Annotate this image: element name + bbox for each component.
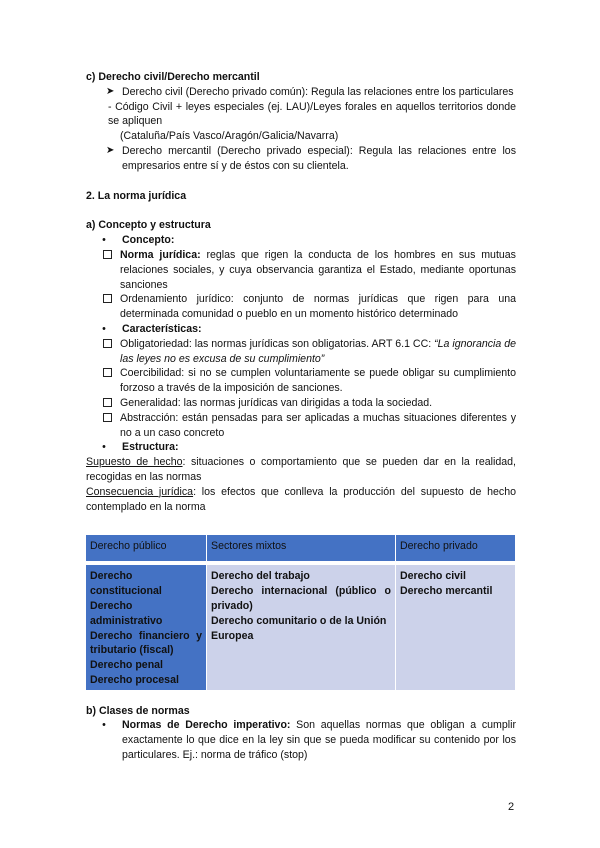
law-branches-table xyxy=(86,535,516,689)
consecuencia-label: Consecuencia jurídica xyxy=(86,485,194,498)
obligatoriedad-text: Obligatoriedad: las normas jurídicas son obligatorias. ART 6.1 CC: xyxy=(120,337,435,350)
list-item: Derecho constitucional xyxy=(90,570,162,598)
checkbox-square-icon xyxy=(103,413,112,422)
cell-sectores-mixtos xyxy=(207,565,396,689)
list-item xyxy=(86,248,516,292)
bullet-icon: • xyxy=(102,441,106,454)
section-b-heading: b) Clases de normas xyxy=(86,704,190,717)
list-item: Derecho civil xyxy=(400,570,466,583)
bullet-icon: • xyxy=(102,719,106,732)
list-item: Derecho administrativo xyxy=(90,599,163,627)
list-item: Derecho comunitario o de la Unión Europea xyxy=(211,614,387,642)
list-item: Derecho mercantil xyxy=(400,585,493,598)
list-item xyxy=(86,440,516,455)
bullet-icon: • xyxy=(102,234,106,247)
checkbox-square-icon xyxy=(103,339,112,348)
checkbox-square-icon xyxy=(103,250,112,259)
list-item xyxy=(86,322,516,337)
header-sectores-mixtos: Sectores mixtos xyxy=(207,535,396,561)
ordenamiento-text: Ordenamiento jurídico: conjunto de normas jurídicas que rigen para una determinada comunidad o pueblo en un momento histórico determinado xyxy=(120,293,516,321)
cell-derecho-publico xyxy=(86,565,207,689)
coercibilidad-text: Coercibilidad: si no se cumplen voluntariamente se puede obligar su cumplimiento forzoso a través de la imposición de sanciones. xyxy=(120,367,516,395)
list-item xyxy=(86,396,516,411)
list-item xyxy=(86,718,516,762)
norma-text: reglas que rigen la conducta de los hombres en sus mutuas relaciones sociales, y cuya observancia garantiza el Estado, mediante oportunas sanciones xyxy=(120,248,516,291)
supuesto-paragraph xyxy=(86,455,516,485)
abstraccion-text: Abstracción: están pensadas para ser aplicadas a muchas situaciones diferentes y no a un caso concreto xyxy=(120,411,516,439)
list-item xyxy=(86,292,516,322)
list-item xyxy=(86,411,516,441)
section-2-heading: 2. La norma jurídica xyxy=(86,189,187,202)
obligatoriedad-quote: “La ignorancia de las leyes no es excusa de su cumplimiento” xyxy=(120,337,517,365)
codigo-civil-note-text: - Código Civil + leyes especiales (ej. LAU)/Leyes forales en aquellos territorios donde se apliquen xyxy=(108,100,516,128)
checkbox-square-icon xyxy=(103,294,112,303)
table-row xyxy=(86,565,516,689)
header-derecho-privado: Derecho privado xyxy=(396,535,516,561)
consecuencia-paragraph xyxy=(86,485,516,515)
generalidad-text: Generalidad: las normas jurídicas van dirigidas a toda la sociedad. xyxy=(120,396,433,409)
derecho-mercantil-text: Derecho mercantil (Derecho privado especial): Regula las relaciones entre los empresarios entre sí y de éstos con su clientela. xyxy=(122,144,516,172)
codigo-civil-note xyxy=(84,100,516,130)
arrow-bullet-icon: ➤ xyxy=(106,144,115,156)
list-item xyxy=(86,337,516,367)
imperativo-text: Son aquellas normas que obligan a cumplir exactamente lo que dice en la ley sin que se pueda modificar su contenido por los particulares. Ej.: norma de tráfico (stop) xyxy=(122,719,516,762)
list-item: Derecho penal xyxy=(90,659,164,672)
checkbox-square-icon xyxy=(103,398,112,407)
list-item: Derecho internacional (público o privado) xyxy=(211,585,391,612)
table-header-row xyxy=(86,535,516,561)
norma-label: Norma jurídica: xyxy=(120,248,201,261)
concepto-label: Concepto: xyxy=(122,234,175,247)
estructura-label: Estructura: xyxy=(122,441,179,454)
supuesto-text: : situaciones o comportamiento que se pueden dar en la realidad, recogidas en las normas xyxy=(86,456,516,483)
consecuencia-text: : los efectos que conlleva la producción del supuesto de hecho contemplado en la norma xyxy=(86,485,516,513)
arrow-bullet-icon: ➤ xyxy=(106,85,115,97)
document-page xyxy=(86,70,516,763)
list-item xyxy=(86,233,516,248)
section-c-heading: c) Derecho civil/Derecho mercantil xyxy=(86,71,260,83)
bullet-icon: • xyxy=(102,322,106,335)
caracteristicas-label: Características: xyxy=(122,322,202,335)
checkbox-square-icon xyxy=(103,368,112,377)
list-item: Derecho del trabajo xyxy=(211,570,310,583)
imperativo-label: Normas de Derecho imperativo: xyxy=(122,719,291,732)
page-number: 2 xyxy=(508,801,515,813)
list-item: Derecho procesal xyxy=(90,673,179,686)
header-derecho-publico: Derecho público xyxy=(86,535,207,561)
list-item: Derecho financiero y tributario (fiscal) xyxy=(90,629,202,657)
derecho-civil-text: Derecho civil (Derecho privado común): Regula las relaciones entre los particulares xyxy=(122,85,514,98)
list-item xyxy=(86,366,516,396)
list-item xyxy=(106,144,516,174)
foral-territories-note: (Cataluña/País Vasco/Aragón/Galicia/Navarra) xyxy=(120,130,339,143)
cell-derecho-privado xyxy=(396,565,516,689)
list-item xyxy=(106,85,516,100)
supuesto-label: Supuesto de hecho xyxy=(86,456,183,469)
section-a-heading: a) Concepto y estructura xyxy=(86,219,211,232)
